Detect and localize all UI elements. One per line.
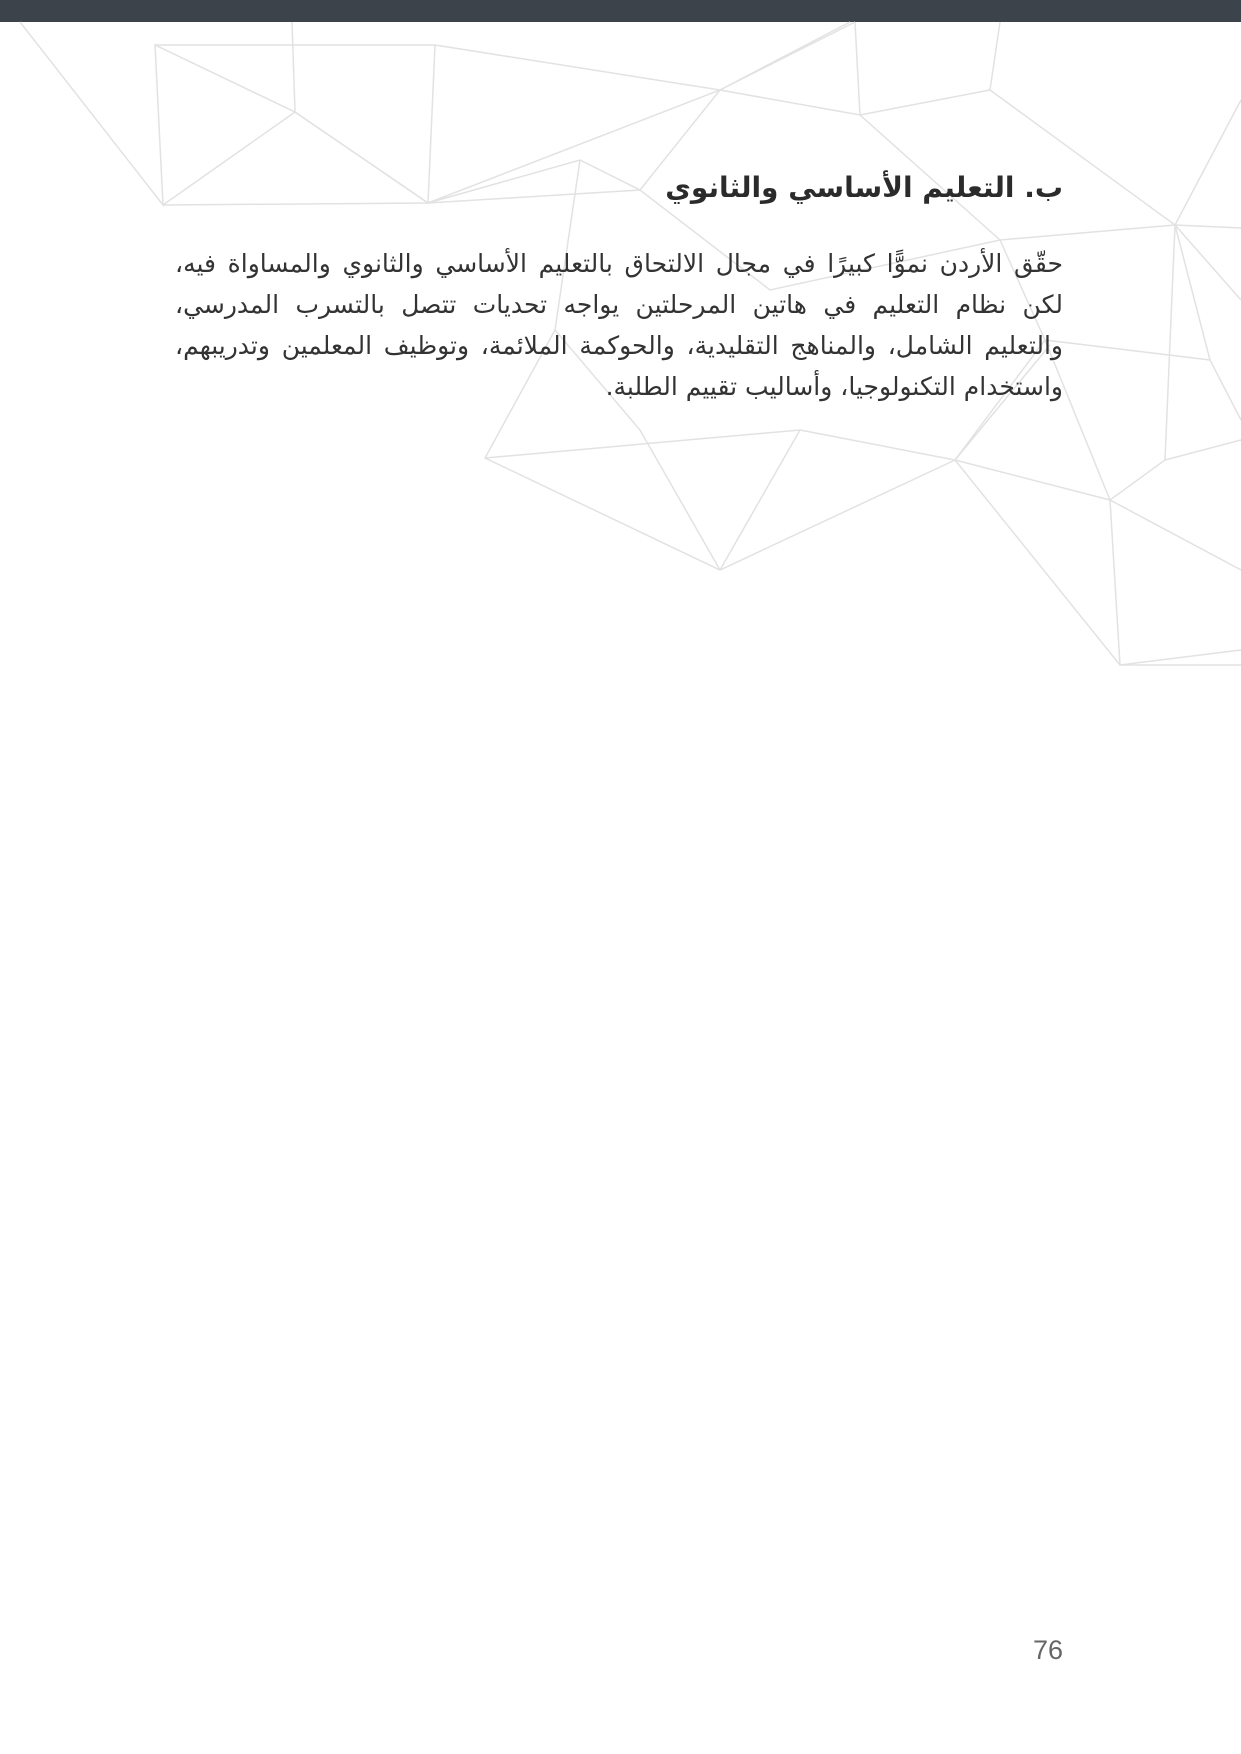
page-number: 76 xyxy=(1032,1635,1063,1665)
section-heading: ب. التعليم الأساسي والثانوي xyxy=(665,171,1063,204)
body-paragraph: حقّق الأردن نموًّا كبيرًا في مجال الالتحاق بالتعليم الأساسي والثانوي والمساواة فيه، لكن نظام التعليم في هاتين المرحلتين يواجه تحديات تتصل بالتسرب المدرسي، والتعليم الشامل، والمناهج التقليدية، والحوكمة الملائمة، وتوظيف المعلمين وتدريبهم، واستخدام التكنولوجيا، وأساليب تقييم الطلبة. xyxy=(175,249,1063,401)
